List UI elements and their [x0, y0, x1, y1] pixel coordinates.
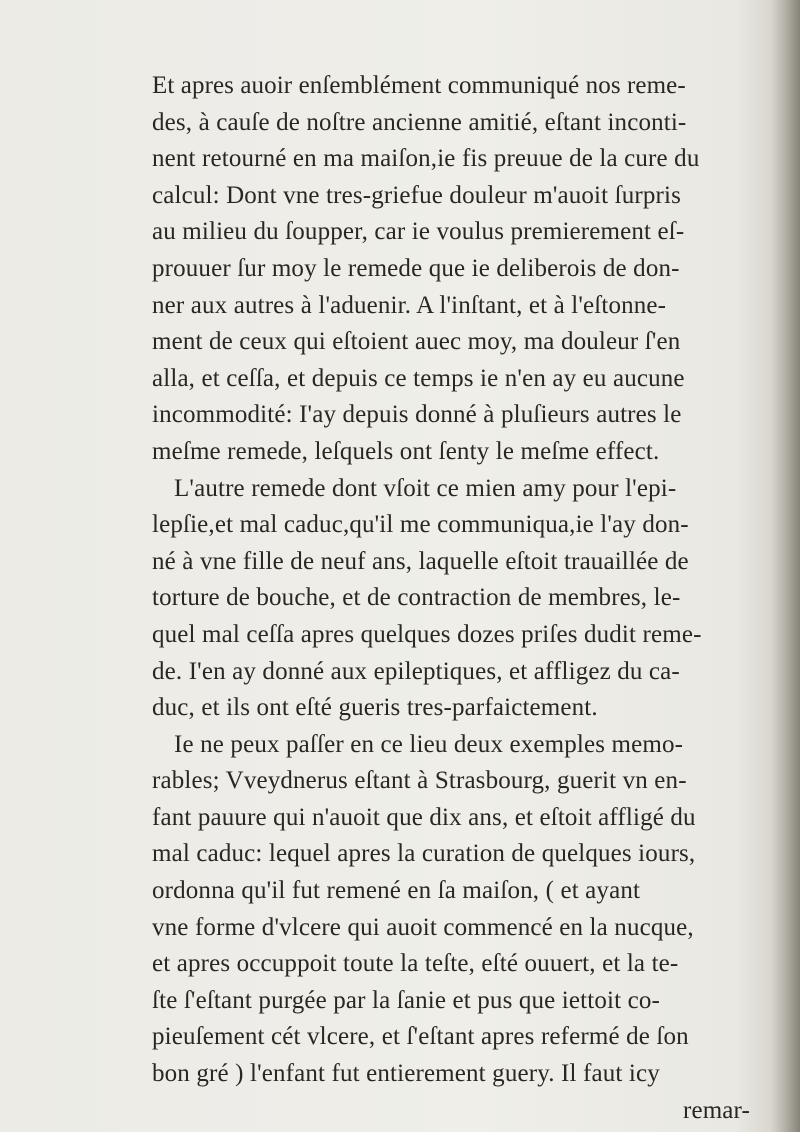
- text-line: nent retourné en ma maiſon,ie fis preuue de la cure du: [152, 145, 700, 173]
- text-line: vne forme d'vlcere qui auoit commencé en la nucque,: [152, 913, 694, 941]
- text-line: et apres occuppoit toute la teſte, eſté ouuert, et la te-: [152, 950, 679, 978]
- text-line: L'autre remede dont vſoit ce mien amy pour l'epi-: [174, 474, 677, 502]
- text-line: né à vne fille de neuf ans, laquelle eſtoit trauaillée de: [152, 547, 689, 575]
- text-line: bon gré ) l'enfant fut entierement guery. Il faut icy: [152, 1060, 660, 1088]
- text-line: mal caduc: lequel apres la curation de quelques iours,: [152, 840, 696, 868]
- text-line: pieuſement cét vlcere, et ſ'eſtant apres refermé de ſon: [152, 1023, 689, 1051]
- text-line: rables; Vveydnerus eſtant à Strasbourg, guerit vn en-: [152, 767, 687, 795]
- text-line: duc, et ils ont eſté gueris tres-parfaictement.: [152, 694, 598, 722]
- text-line: de. I'en ay donné aux epileptiques, et affligez du ca-: [152, 657, 680, 685]
- text-line: des, à cauſe de noſtre ancienne amitié, eſtant inconti-: [152, 108, 687, 136]
- text-line: calcul: Dont vne tres-griefue douleur m'auoit ſurpris: [152, 181, 681, 209]
- text-line: prouuer ſur moy le remede que ie deliberois de don-: [152, 254, 680, 282]
- page-edge-shadow: [770, 0, 800, 1132]
- text-line: Et apres auoir enſemblément communiqué nos reme-: [152, 72, 686, 99]
- text-line: fant pauure qui n'auoit que dix ans, et eſtoit affligé du: [152, 803, 696, 831]
- text-line: quel mal ceſſa apres quelques dozes priſes dudit reme-: [152, 620, 702, 648]
- catchword: remar-: [682, 1096, 750, 1124]
- page-text-body: [152, 68, 758, 1129]
- text-line: incommodité: I'ay depuis donné à pluſieurs autres le: [152, 401, 682, 429]
- text-line: torture de bouche, et de contraction de membres, le-: [152, 584, 681, 612]
- text-line: ment de ceux qui eſtoient auec moy, ma douleur ſ'en: [152, 328, 681, 356]
- text-line: au milieu du ſoupper, car ie voulus premierement eſ-: [152, 218, 685, 246]
- text-line: meſme remede, leſquels ont ſenty le meſme effect.: [152, 437, 660, 465]
- text-line: lepſie,et mal caduc,qu'il me communiqua,ie l'ay don-: [152, 511, 689, 539]
- text-line: alla, et ceſſa, et depuis ce temps ie n'en ay eu aucune: [152, 364, 685, 392]
- text-line: ner aux autres à l'aduenir. A l'inſtant, et à l'eſtonne-: [152, 291, 667, 319]
- text-line: Ie ne peux paſſer en ce lieu deux exemples memo-: [174, 730, 684, 758]
- text-line: ordonna qu'il fut remené en ſa maiſon, ( et ayant: [152, 877, 641, 905]
- text-line: ſte ſ'eſtant purgée par la ſanie et pus que iettoit co-: [152, 986, 660, 1014]
